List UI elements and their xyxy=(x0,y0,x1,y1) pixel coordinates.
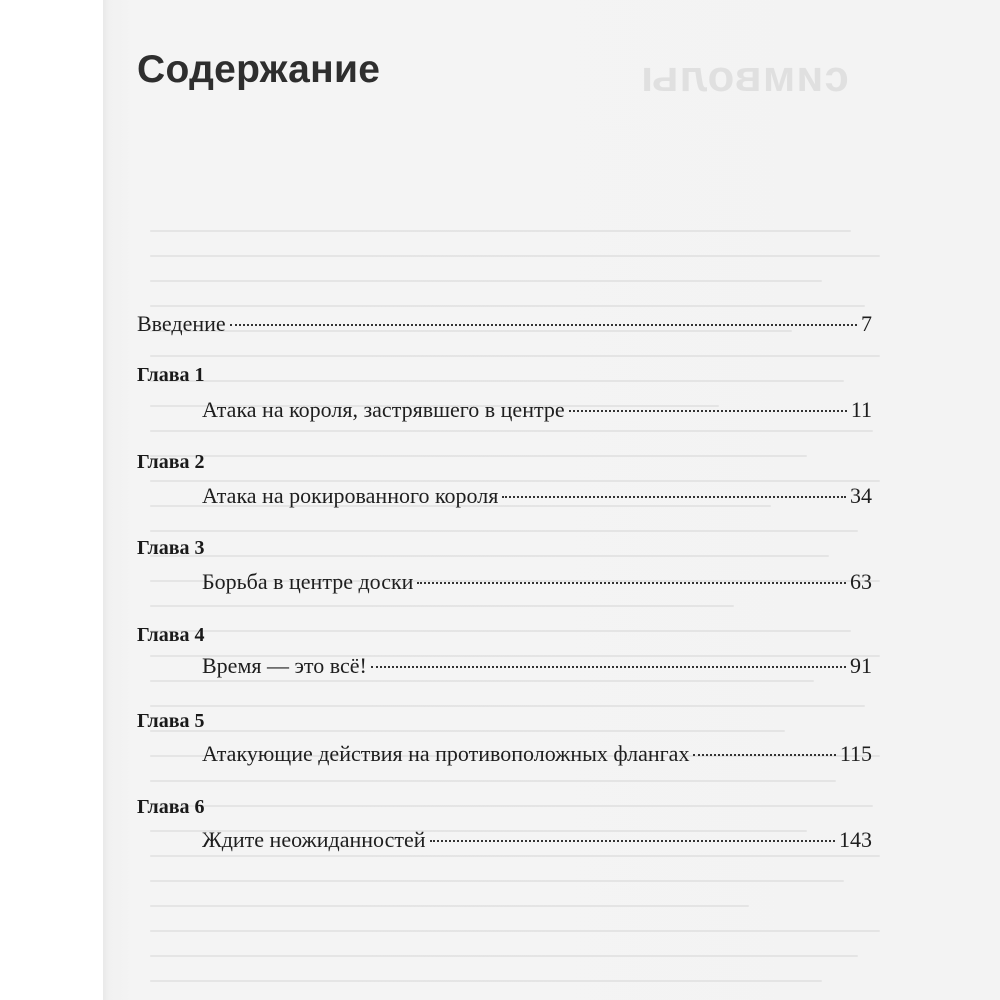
toc-entry-title: Борьба в центре доски xyxy=(202,569,414,594)
toc-entry-title: Атака на короля, застрявшего в центре xyxy=(202,397,565,422)
toc-entry-title: Атакующие действия на противоположных флангах xyxy=(202,741,690,766)
chapter-label: Глава 2 xyxy=(137,451,205,473)
dot-leader xyxy=(417,582,846,584)
toc-entry-chapter-1[interactable] xyxy=(202,397,872,427)
chapter-label: Глава 3 xyxy=(137,537,205,559)
toc-page-number: 143 xyxy=(839,827,872,852)
reverse-side-title: символы xyxy=(640,52,849,101)
page-title: Содержание xyxy=(137,48,381,91)
toc-page-number: 63 xyxy=(850,569,872,594)
toc-page-number: 115 xyxy=(839,741,872,766)
dot-leader xyxy=(230,324,857,326)
chapter-label: Глава 4 xyxy=(137,624,205,646)
toc-page-number: 7 xyxy=(861,311,872,336)
toc-page-number: 11 xyxy=(850,397,872,422)
toc-entry-title: Введение xyxy=(137,311,226,336)
chapter-label: Глава 5 xyxy=(137,710,205,732)
bleed-through-text xyxy=(150,230,880,1000)
toc-entry-chapter-4[interactable] xyxy=(202,653,872,683)
chapter-label: Глава 6 xyxy=(137,796,205,818)
toc-entry-intro[interactable] xyxy=(137,311,872,341)
dot-leader xyxy=(693,754,835,756)
toc-entry-chapter-2[interactable] xyxy=(202,483,872,513)
dot-leader xyxy=(371,666,846,668)
toc-entry-chapter-6[interactable] xyxy=(202,827,872,857)
dot-leader xyxy=(502,496,846,498)
toc-entry-title: Ждите неожиданностей xyxy=(202,827,426,852)
toc-entry-chapter-5[interactable] xyxy=(202,741,872,771)
toc-entry-title: Атака на рокированного короля xyxy=(202,483,499,508)
toc-entry-chapter-3[interactable] xyxy=(202,569,872,599)
dot-leader xyxy=(430,840,836,842)
toc-entry-title: Время — это всё! xyxy=(202,653,367,678)
chapter-label: Глава 1 xyxy=(137,364,205,386)
dot-leader xyxy=(569,410,847,412)
toc-page-number: 91 xyxy=(850,653,872,678)
toc-page-number: 34 xyxy=(850,483,872,508)
